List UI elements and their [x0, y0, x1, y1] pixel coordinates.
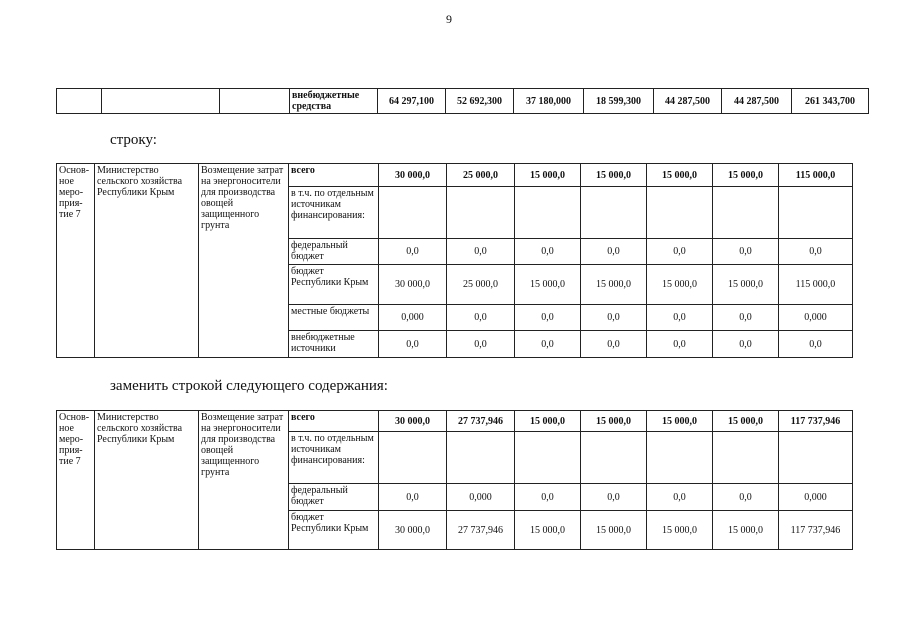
value-cell: 44 287,500	[654, 89, 722, 114]
event-cell: Основ-ное меро-прия-тие 7	[57, 164, 95, 358]
value-cell: 0,0	[713, 331, 779, 358]
value-cell	[647, 432, 713, 484]
value-cell: 115 000,0	[779, 164, 853, 187]
value-cell: 44 287,500	[722, 89, 792, 114]
description-cell: Возмещение затрат на энергоносители для производства овощей защищенного грунта	[199, 411, 289, 550]
value-cell: 0,0	[447, 305, 515, 331]
value-cell: 0,0	[379, 239, 447, 265]
value-cell	[447, 187, 515, 239]
value-cell: 15 000,0	[647, 164, 713, 187]
value-cell: 0,0	[647, 305, 713, 331]
value-cell: 0,000	[779, 305, 853, 331]
value-cell: 30 000,0	[379, 411, 447, 432]
value-cell	[515, 432, 581, 484]
value-cell: 0,0	[647, 239, 713, 265]
value-cell: 117 737,946	[779, 511, 853, 550]
value-cell	[779, 187, 853, 239]
value-cell: 0,0	[779, 239, 853, 265]
value-cell: 0,0	[581, 484, 647, 511]
value-cell: 0,0	[713, 484, 779, 511]
value-cell: 64 297,100	[378, 89, 446, 114]
source-label: бюджет Республики Крым	[289, 511, 379, 550]
value-cell: 37 180,000	[514, 89, 584, 114]
value-cell: 15 000,0	[713, 265, 779, 305]
value-cell: 15 000,0	[581, 164, 647, 187]
value-cell: 0,0	[379, 331, 447, 358]
caption-old-row: строку:	[110, 132, 157, 148]
value-cell: 0,000	[779, 484, 853, 511]
value-cell	[581, 187, 647, 239]
value-cell: 18 599,300	[584, 89, 654, 114]
value-cell: 0,000	[447, 484, 515, 511]
value-cell: 0,0	[515, 331, 581, 358]
executor-cell: Министерство сельского хозяйства Республики Крым	[95, 164, 199, 358]
description-cell: Возмещение затрат на энергоносители для производства овощей защищенного грунта	[199, 164, 289, 358]
new-row-table	[56, 410, 853, 550]
value-cell: 15 000,0	[515, 265, 581, 305]
value-cell: 30 000,0	[379, 511, 447, 550]
value-cell: 0,000	[379, 305, 447, 331]
source-label: в т.ч. по отдельным источникам финансирования:	[289, 187, 379, 239]
caption-replace: заменить строкой следующего содержания:	[110, 378, 388, 394]
value-cell: 0,0	[447, 331, 515, 358]
top-continuation-table	[56, 88, 869, 114]
value-cell: 27 737,946	[447, 511, 515, 550]
value-cell: 0,0	[581, 331, 647, 358]
value-cell: 0,0	[581, 305, 647, 331]
empty-cell	[102, 89, 220, 114]
old-row-table	[56, 163, 853, 358]
value-cell: 15 000,0	[647, 265, 713, 305]
value-cell: 15 000,0	[515, 511, 581, 550]
value-cell: 0,0	[379, 484, 447, 511]
value-cell	[515, 187, 581, 239]
value-cell: 0,0	[713, 239, 779, 265]
value-cell: 15 000,0	[515, 411, 581, 432]
source-label: всего	[289, 164, 379, 187]
value-cell: 30 000,0	[379, 164, 447, 187]
value-cell	[713, 432, 779, 484]
value-cell: 15 000,0	[647, 411, 713, 432]
source-label: бюджет Республики Крым	[289, 265, 379, 305]
value-cell	[379, 432, 447, 484]
value-cell: 30 000,0	[379, 265, 447, 305]
value-cell: 27 737,946	[447, 411, 515, 432]
value-cell: 0,0	[779, 331, 853, 358]
value-cell: 15 000,0	[581, 511, 647, 550]
source-label: федеральный бюджет	[289, 484, 379, 511]
source-label: внебюджетные источники	[289, 331, 379, 358]
value-cell: 15 000,0	[581, 265, 647, 305]
value-cell: 15 000,0	[713, 164, 779, 187]
value-cell	[647, 187, 713, 239]
value-cell: 0,0	[515, 239, 581, 265]
value-cell: 261 343,700	[792, 89, 869, 114]
value-cell: 15 000,0	[581, 411, 647, 432]
value-cell: 15 000,0	[713, 411, 779, 432]
value-cell: 115 000,0	[779, 265, 853, 305]
executor-cell: Министерство сельского хозяйства Республики Крым	[95, 411, 199, 550]
value-cell: 25 000,0	[447, 265, 515, 305]
source-label: в т.ч. по отдельным источникам финансирования:	[289, 432, 379, 484]
value-cell	[581, 432, 647, 484]
value-cell: 0,0	[581, 239, 647, 265]
value-cell	[713, 187, 779, 239]
value-cell: 117 737,946	[779, 411, 853, 432]
value-cell: 15 000,0	[515, 164, 581, 187]
value-cell	[447, 432, 515, 484]
value-cell: 0,0	[647, 484, 713, 511]
empty-cell	[57, 89, 102, 114]
empty-cell	[220, 89, 290, 114]
source-label: внебюджетные средства	[290, 89, 378, 114]
event-cell: Основ-ное меро-прия-тие 7	[57, 411, 95, 550]
source-label: федеральный бюджет	[289, 239, 379, 265]
value-cell	[779, 432, 853, 484]
value-cell	[379, 187, 447, 239]
value-cell: 0,0	[447, 239, 515, 265]
value-cell: 15 000,0	[713, 511, 779, 550]
value-cell: 0,0	[647, 331, 713, 358]
source-label: местные бюджеты	[289, 305, 379, 331]
source-label: всего	[289, 411, 379, 432]
value-cell: 0,0	[515, 305, 581, 331]
value-cell: 52 692,300	[446, 89, 514, 114]
value-cell: 0,0	[713, 305, 779, 331]
page-number: 9	[446, 12, 452, 26]
value-cell: 15 000,0	[647, 511, 713, 550]
value-cell: 0,0	[515, 484, 581, 511]
value-cell: 25 000,0	[447, 164, 515, 187]
